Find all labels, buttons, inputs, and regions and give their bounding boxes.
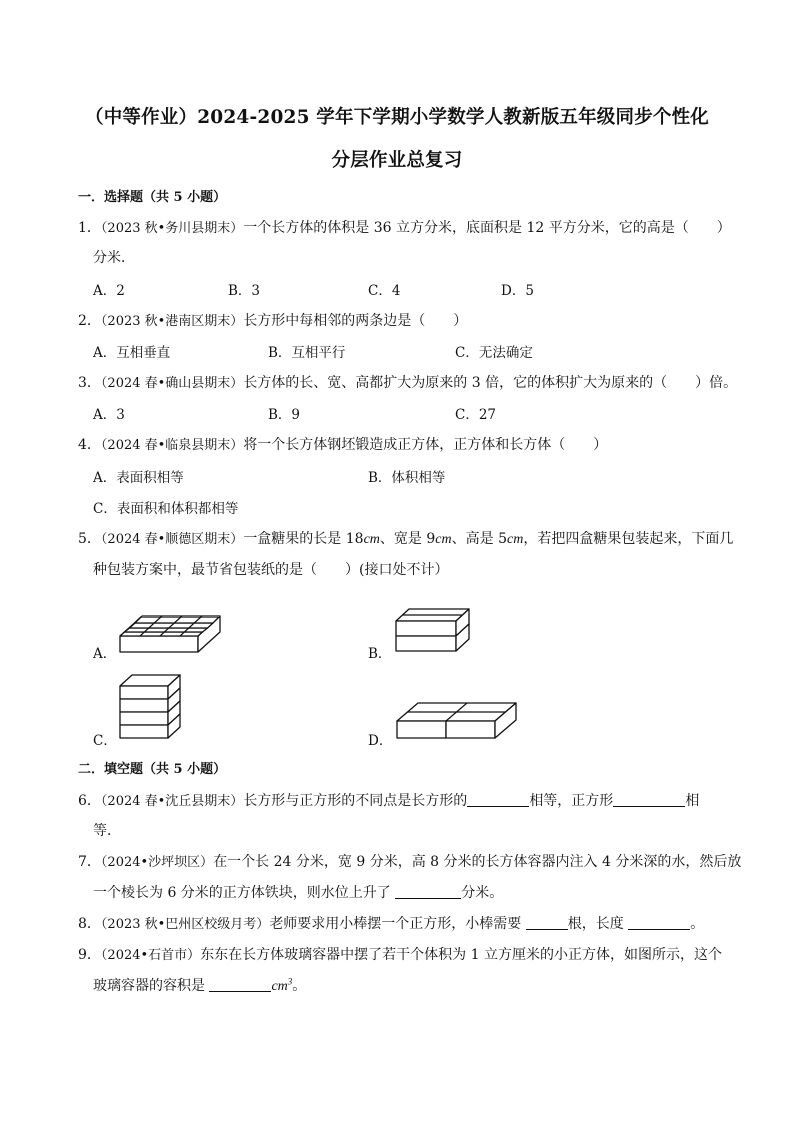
- q2-option-a[interactable]: A．互相垂直: [93, 345, 171, 361]
- figure-option-b-boxes: [394, 604, 474, 654]
- question-text: 相等，正方形: [529, 793, 614, 809]
- q4-option-c[interactable]: C．表面积和体积都相等: [93, 501, 239, 517]
- question-source: （2024 春•顺德区期末）: [100, 532, 244, 547]
- question-text: 长方体的长、宽、高都扩大为原来的 3 倍，它的体积扩大为原来的（ ）倍。: [243, 375, 738, 391]
- section-heading-choice: 一．选择题（共 5 小题）: [78, 190, 227, 205]
- question-text: 东东在长方体玻璃容器中摆了若干个体积为 1 立方厘米的小正方体，如图所示，这个: [200, 947, 722, 963]
- question-number: 7．: [78, 854, 101, 870]
- q1-option-d[interactable]: D．5: [501, 283, 534, 299]
- question-number: 1．: [78, 220, 101, 236]
- question-text: 分米。: [461, 885, 504, 901]
- question-source: （2023 秋•务川县期末）: [100, 221, 244, 236]
- question-text: 在一个长 24 分米，宽 9 分米，高 8 分米的长方体容器内注入 4 分米深的水，然后放: [213, 854, 742, 870]
- unit-cm: cm: [271, 979, 288, 994]
- section-heading-fill: 二．填空题（共 5 小题）: [78, 762, 227, 777]
- q1-option-a[interactable]: A．2: [93, 283, 125, 299]
- question-5-continued: 种包装方案中，最节省包装纸的是（ ）(接口处不计）: [93, 562, 449, 578]
- q5-option-b[interactable]: B．: [368, 646, 392, 662]
- page-title-line2: 分层作业总复习: [331, 150, 463, 171]
- question-text: 、宽是: [379, 531, 427, 547]
- question-text: ，若把四盒糖果包装起来，下面几: [523, 531, 734, 547]
- question-1-continued: 分米．: [93, 250, 135, 266]
- question-source: （2024 春•沈丘县期末）: [100, 794, 244, 809]
- question-source: （2024 春•临泉县期末）: [100, 438, 244, 453]
- question-source: （2024•石首市）: [100, 948, 201, 963]
- unit-exponent: 3: [287, 976, 293, 987]
- answer-blank[interactable]: [628, 915, 690, 930]
- q4-option-a[interactable]: A．表面积相等: [93, 470, 184, 486]
- question-9: [78, 944, 722, 964]
- unit-cm: cm: [435, 532, 452, 547]
- question-3: [78, 372, 737, 392]
- answer-blank[interactable]: [209, 977, 271, 992]
- question-text: 根，长度: [567, 916, 629, 932]
- question-number: 8．: [78, 916, 101, 932]
- question-7-continued: [93, 882, 503, 902]
- length-value: 18: [345, 531, 364, 547]
- question-source: （2024•沙坪坝区）: [100, 855, 214, 870]
- question-text: 将一个长方体钢坯锻造成正方体，正方体和长方体（ ）: [243, 437, 608, 453]
- height-value: 5: [498, 531, 507, 547]
- q3-option-c[interactable]: C．27: [455, 407, 497, 423]
- unit-cm: cm: [507, 532, 524, 547]
- question-text: 相: [685, 793, 700, 809]
- question-1: [78, 217, 731, 237]
- question-text: 长方形中每相邻的两条边是（ ）: [243, 313, 468, 329]
- page-title: （中等作业）2024-2025 学年下学期小学数学人教新版五年级同步个性化: [85, 107, 709, 128]
- question-2: [78, 310, 467, 330]
- figure-option-c-boxes: [118, 672, 184, 742]
- question-text: 一盒糖果的长是: [243, 531, 346, 547]
- question-6-continued: 等．: [93, 823, 121, 839]
- answer-blank[interactable]: [467, 792, 529, 807]
- figure-option-d-boxes: [395, 700, 521, 742]
- width-value: 9: [426, 531, 436, 547]
- q5-option-c[interactable]: C．: [93, 733, 117, 749]
- question-text: 。: [690, 916, 705, 932]
- question-text: 老师要求用小棒摆一个正方形，小棒需要: [269, 916, 526, 932]
- question-source: （2023 秋•港南区期末）: [100, 314, 244, 329]
- question-number: 3．: [78, 375, 101, 391]
- question-6: [78, 790, 699, 810]
- question-text: 一个棱长为 6 分米的正方体铁块，则水位上升了: [93, 885, 396, 901]
- q4-option-b[interactable]: B．体积相等: [368, 470, 446, 486]
- question-text: 一个长方体的体积是 36 立方分米，底面积是 12 平方分米，它的高是（ ）: [243, 220, 731, 236]
- q3-option-a[interactable]: A．3: [93, 407, 125, 423]
- q2-option-c[interactable]: C．无法确定: [455, 345, 533, 361]
- question-text: 、高是: [451, 531, 499, 547]
- unit-cm: cm: [363, 532, 380, 547]
- question-number: 5．: [78, 531, 101, 547]
- question-7: [78, 851, 741, 871]
- question-text: 玻璃容器的容积是: [93, 978, 210, 994]
- q5-option-d[interactable]: D．: [368, 733, 393, 749]
- q1-option-c[interactable]: C．4: [368, 283, 401, 299]
- q3-option-b[interactable]: B．9: [268, 407, 301, 423]
- question-number: 4．: [78, 437, 101, 453]
- q1-option-b[interactable]: B．3: [228, 283, 261, 299]
- answer-blank[interactable]: [613, 792, 685, 807]
- question-text: 。: [292, 978, 307, 994]
- question-source: （2023 秋•巴州区校级月考）: [100, 917, 270, 932]
- q2-option-b[interactable]: B．互相平行: [268, 345, 346, 361]
- figure-option-a-boxes: [120, 594, 222, 654]
- question-number: 2．: [78, 313, 101, 329]
- question-4: [78, 434, 607, 454]
- question-number: 9．: [78, 947, 101, 963]
- question-5: [78, 528, 733, 548]
- question-text: 长方形与正方形的不同点是长方形的: [243, 793, 468, 809]
- question-source: （2024 春•确山县期末）: [100, 376, 244, 391]
- question-number: 6．: [78, 793, 101, 809]
- q5-option-a[interactable]: A．: [93, 646, 117, 662]
- question-9-continued: [93, 975, 306, 995]
- answer-blank[interactable]: [526, 915, 568, 930]
- answer-blank[interactable]: [395, 884, 461, 899]
- question-8: [78, 913, 704, 933]
